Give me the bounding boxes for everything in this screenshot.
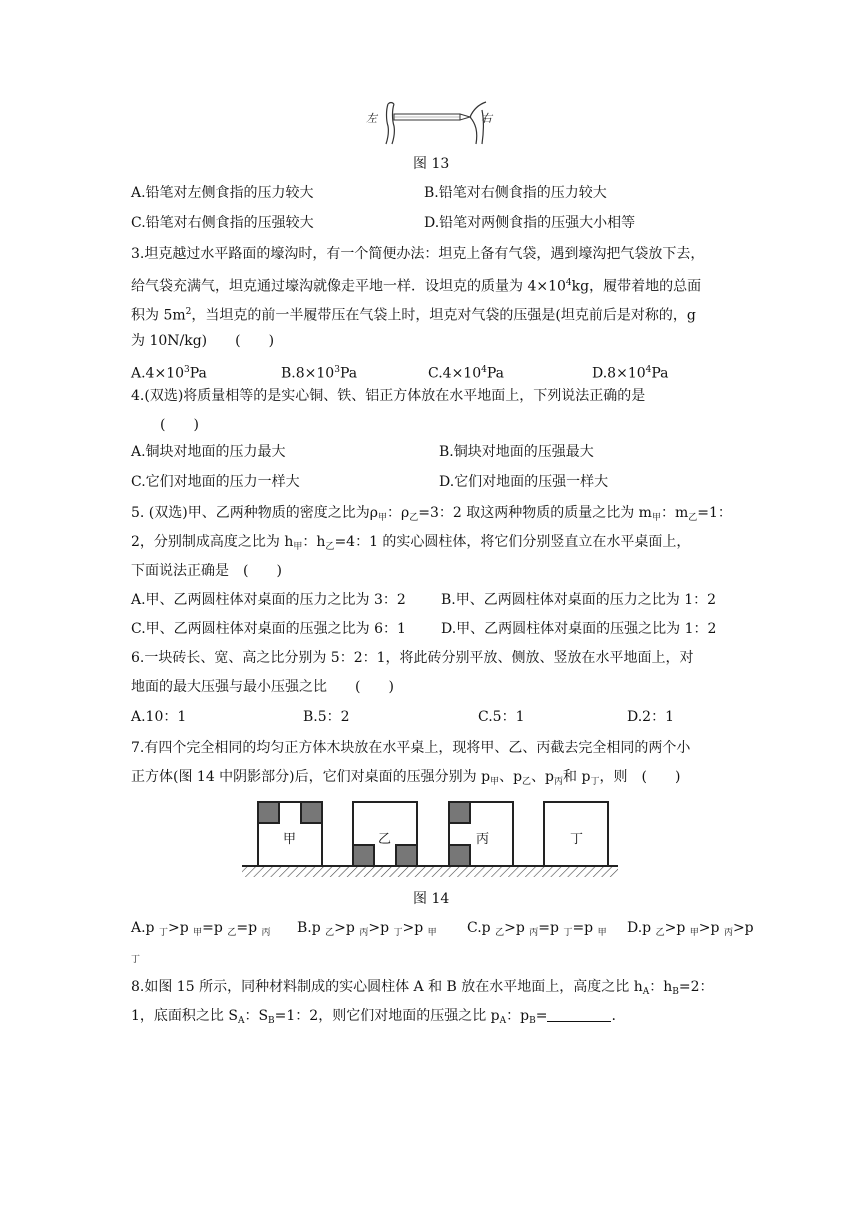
q5-option-d: D.甲、乙两圆柱体对桌面的压强之比为 1：2 — [441, 621, 717, 637]
block-bing-cut-bottom — [449, 845, 470, 866]
block-yi-cut-right — [396, 845, 417, 866]
q8-line-2: 1，底面积之比 $S_A$：$S_B=1$：2，则它们对地面的压强之比 $p_A$：$p_B=$ . — [131, 1008, 616, 1026]
q7-line-1: 7.有四个完全相同的均匀正方体木块放在水平桌上，现将甲、乙、丙截去完全相同的两个小 — [131, 740, 691, 756]
q3-line-3: 积为 $5m^2$，当坦克的前一半履带压在气袋上时，坦克对气袋的压强是(坦克前后是对称的，g — [131, 307, 696, 324]
q5-option-a: A.甲、乙两圆柱体对桌面的压力之比为 3：2 — [131, 592, 406, 608]
q6-line-1: 6.一块砖长、宽、高之比分别为 5：2：1，将此砖分别平放、侧放、竖放在水平地面上，对 — [131, 650, 694, 666]
figure-14-caption: 图 14 — [413, 891, 450, 907]
q6-option-b: B.5：2 — [303, 709, 350, 725]
q3-line-1: 3.坦克越过水平路面的壕沟时，有一个简便办法：坦克上备有气袋，遇到壕沟把气袋放下去， — [131, 246, 705, 262]
q7-option-d-wrap: 丁 — [131, 955, 141, 965]
figure-14-blocks-diagram — [240, 797, 620, 879]
q3-line-2: 给气袋充满气，坦克通过壕沟就像走平地一样．设坦克的质量为 $4\times 10^4kg$，履带着地的总面 — [131, 278, 702, 295]
q5-line-3: 下面说法正确是 ( ) — [131, 563, 282, 579]
q3-option-b: $B.8\times 10^3Pa$ — [281, 365, 358, 382]
q6-option-d: D.2：1 — [627, 709, 674, 725]
q3-option-a: $A.4\times 10^3Pa$ — [131, 365, 207, 382]
q6-line-2: 地面的最大压强与最小压强之比 ( ) — [131, 679, 394, 695]
q3-option-c: $C.4\times 10^4Pa$ — [428, 365, 504, 382]
q3-line-4: 为 10N/kg) ( ) — [131, 333, 275, 349]
q6-option-c: C.5：1 — [478, 709, 525, 725]
figure-13-right-label: 右 — [481, 112, 492, 125]
q6-option-a: A.10：1 — [131, 709, 187, 725]
block-label-yi: 乙 — [378, 832, 392, 847]
q7-option-d: D.p $_乙$>p $_甲$>p $_丙$>p — [627, 920, 754, 938]
q3-option-d: $D.8\times 10^4Pa$ — [592, 365, 669, 382]
q4-option-a: A.铜块对地面的压力最大 — [131, 444, 286, 460]
block-yi-cut-left — [353, 845, 374, 866]
q5-line-2: 2，分别制成高度之比为 $h_甲$：$h_乙=4$：1 的实心圆柱体，将它们分别竖直立在水平桌面上， — [131, 534, 691, 552]
q8-answer-blank[interactable] — [547, 1007, 611, 1022]
q4-option-d: D.它们对地面的压强一样大 — [439, 474, 609, 490]
block-bing-cut-top — [449, 802, 470, 823]
q2-option-b: B.铅笔对右侧食指的压力较大 — [424, 185, 607, 201]
q5-line-1: 5. (双选)甲、乙两种物质的密度之比为$\rho_甲$：$\rho_乙=3$：2 取这两种物质的质量之比为 $m_甲$：$m_乙=1$： — [131, 505, 732, 523]
q8-line-1: 8.如图 15 所示，同种材料制成的实心圆柱体 A 和 B 放在水平地面上，高度之比 $h_A$：$h_B=2$： — [131, 979, 714, 997]
block-jia-cut-left — [258, 802, 279, 823]
figure-13-left-label: 左 — [366, 112, 377, 125]
q4-option-b: B.铜块对地面的压强最大 — [439, 444, 594, 460]
q2-option-c: C.铅笔对右侧食指的压强较大 — [131, 215, 314, 231]
block-jia-cut-right — [301, 802, 322, 823]
q7-line-2: 正方体(图 14 中阴影部分)后，它们对桌面的压强分别为 $p_甲$、$p_乙$、$p_丙$和 $p_丁$，则 ( ) — [131, 769, 681, 787]
q4-line-2: ( ) — [160, 417, 199, 433]
figure-13-caption: 图 13 — [413, 156, 450, 172]
q7-option-b: B.p $_乙$>p $_丙$>p $_丁$>p $_甲$ — [297, 920, 437, 938]
q4-option-c: C.它们对地面的压力一样大 — [131, 474, 300, 490]
q4-line-1: 4.(双选)将质量相等的是实心铜、铁、铝正方体放在水平地面上，下列说法正确的是 — [131, 388, 646, 404]
block-label-jia: 甲 — [283, 832, 297, 847]
q2-option-a: A.铅笔对左侧食指的压力较大 — [131, 185, 314, 201]
block-label-ding: 丁 — [570, 832, 584, 847]
block-label-bing: 丙 — [476, 832, 490, 847]
q2-option-d: D.铅笔对两侧食指的压强大小相等 — [424, 215, 636, 231]
q5-option-b: B.甲、乙两圆柱体对桌面的压力之比为 1：2 — [441, 592, 717, 608]
q7-option-c: C.p $_乙$>p $_丙$=p $_丁$=p $_甲$ — [467, 920, 607, 938]
q5-option-c: C.甲、乙两圆柱体对桌面的压强之比为 6：1 — [131, 621, 406, 637]
q7-option-a: A.p $_丁$>p $_甲$=p $_乙$=p $_丙$ — [131, 920, 271, 938]
